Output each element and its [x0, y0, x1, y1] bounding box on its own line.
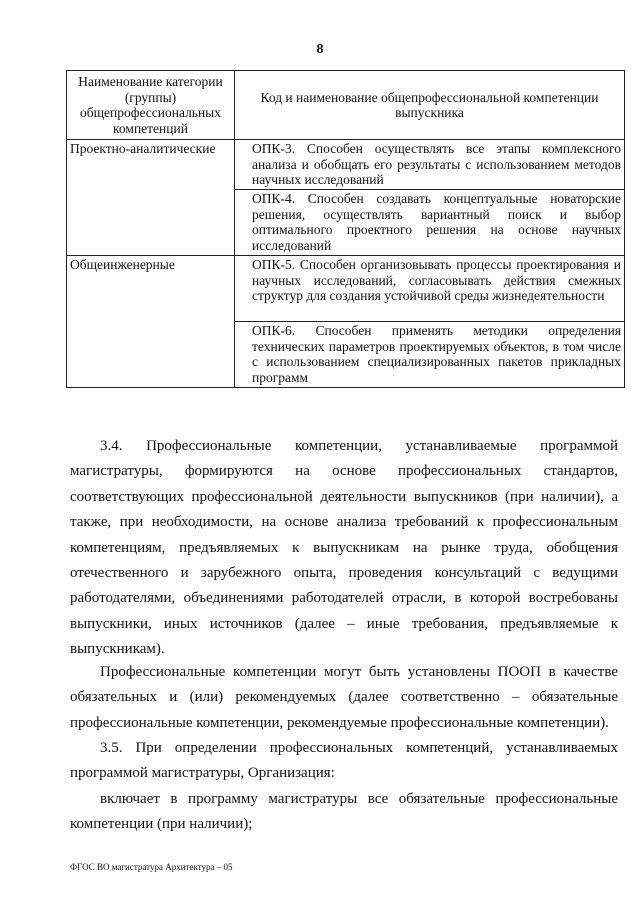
- table-row: [67, 140, 625, 190]
- competence-text: ОПК-6. Способен применять методики определения технических параметров проектируемых объектов, в том числе с использованием специализированных пакетов прикладных программ: [252, 323, 621, 385]
- competence-cell: [235, 256, 625, 322]
- header-competence: Код и наименование общепрофессиональной компетенции выпускника: [235, 71, 625, 140]
- page-number: 8: [316, 42, 324, 57]
- paragraph-text: 3.5. При определении профессиональных компетенций, устанавливаемых программой магистратуры, Организация:: [70, 740, 618, 782]
- paragraph: [70, 660, 618, 736]
- category-cell: Общеинженерные: [67, 256, 235, 388]
- competence-text: ОПК-4. Способен создавать концептуальные новаторские решения, осуществлять вариантный поиск и выбор оптимального проектного решения на основе научных исследований: [252, 191, 621, 253]
- category-cell: Проектно-аналитические: [67, 140, 235, 256]
- competence-cell: [235, 322, 625, 388]
- competence-text: ОПК-5. Способен организовывать процессы проектирования и научных исследований, согласовывать действия смежных структур для создания устойчивой среды жизнедеятельности: [252, 257, 621, 303]
- header-category: Наименование категории (группы) общепрофессиональных компетенций: [67, 71, 235, 140]
- table-header-row: [67, 71, 625, 140]
- paragraph-text: Профессиональные компетенции могут быть установлены ПООП в качестве обязательных и (или) рекомендуемых (далее соответственно – обязательные профессиональные компетенции, рекомендуемые профессиональные компетенции).: [70, 664, 618, 731]
- competence-cell: [235, 190, 625, 256]
- table-row: [67, 256, 625, 322]
- competence-table: [66, 70, 625, 388]
- paragraph: [70, 434, 618, 663]
- paragraph: [70, 736, 618, 787]
- paragraph-text: включает в программу магистратуры все обязательные профессиональные компетенции (при наличии);: [70, 791, 618, 833]
- competence-cell: [235, 140, 625, 190]
- footer: ФГОС ВО магистратура Архитектура – 05: [70, 862, 233, 872]
- paragraph-text: 3.4. Профессиональные компетенции, устанавливаемые программой магистратуры, формируются на основе профессиональных стандартов, соответствующих профессиональной деятельности выпускников (при наличии), а также, при необходимости, на основе анализа требований к профессиональным компетенциям, предъявляемых к выпускникам на рынке труда, обобщения отечественного и зарубежного опыта, проведения консультаций с ведущими работодателями, объединениями работодателей отрасли, в которой востребованы выпускники, иных источников (далее – иные требования, предъявляемые к выпускникам).: [70, 438, 618, 658]
- competence-text: ОПК-3. Способен осуществлять все этапы комплексного анализа и обобщать его результаты с использованием методов научных исследований: [252, 141, 621, 187]
- paragraph: [70, 787, 618, 838]
